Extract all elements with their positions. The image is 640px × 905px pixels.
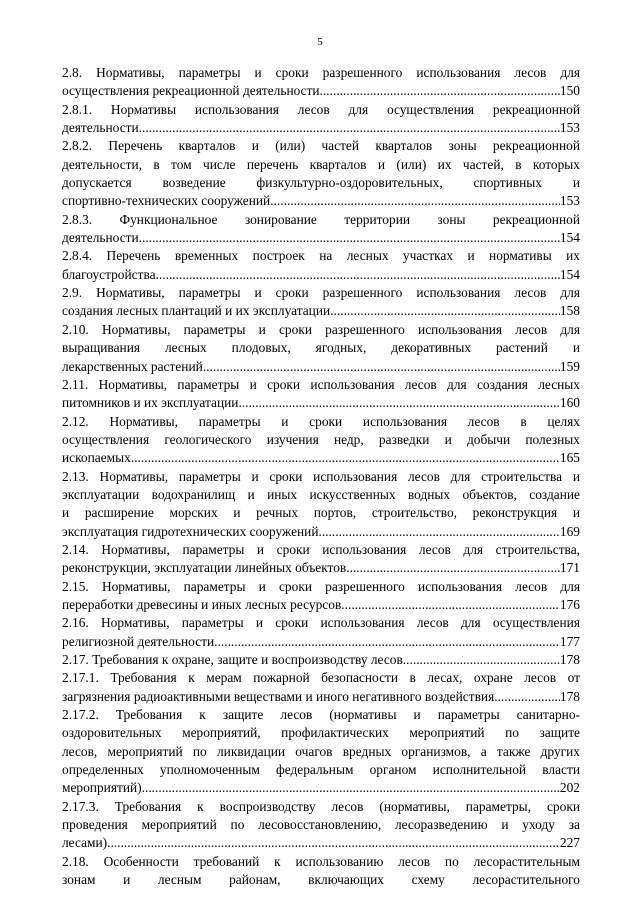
toc-entry-last-line [62,834,580,852]
toc-entry-last-line [62,523,580,541]
toc-entry[interactable] [62,669,580,706]
toc-entry-last-line [62,651,580,669]
toc-entry-line: осуществления геологического изучения недр, разведки и добычи полезных [62,431,580,447]
toc-entry-last-line [62,358,580,376]
toc-page-number: 177 [559,633,580,649]
toc-page-number: 178 [559,688,580,704]
toc-entry-last-line [62,559,580,577]
toc-entry-last-line [62,394,580,412]
toc-entry-last-line [62,302,580,320]
dot-leader [270,192,560,210]
toc-entry-title-end: спортивно-технических сооружений [62,193,271,209]
toc-page-number: 178 [559,652,580,667]
toc-page-number: 153 [559,120,580,136]
toc-entry[interactable] [62,614,580,651]
toc-entry-line: 2.9. Нормативы, параметры и сроки разрешенного использования лесов для [62,285,580,301]
dot-leader [156,266,560,284]
toc-entry-line: лесов, мероприятий по ликвидации очагов вредных организмов, а также других [62,743,580,759]
toc-entry-line: 2.12. Нормативы, параметры и сроки использования лесов в целях [62,413,580,429]
toc-entry-last-line [62,596,580,614]
dot-leader [330,302,560,320]
toc-entry[interactable] [62,137,580,210]
toc-page-number: 171 [559,560,580,576]
toc-entry-line: 2.15. Нормативы, параметры и сроки разрешенного использования лесов для [62,578,580,594]
page-number: 5 [317,36,323,48]
toc-page-number: 227 [559,835,580,851]
toc-entry-last-line [62,779,580,797]
toc-page-number: 160 [559,395,580,411]
toc-entry-line: выращивания лесных плодовых, ягодных, декоративных растений и [62,340,580,356]
toc-entry-title-end: благоустройства [62,266,156,282]
toc-entry-line: и расширение морских и речных портов, строительство, реконструкция и [62,505,580,521]
toc-entry-title-end: мероприятий) [62,780,142,796]
toc-entry[interactable] [62,468,580,541]
dot-leader [403,651,560,669]
toc-entry[interactable] [62,101,580,138]
toc-page-number: 165 [559,450,580,466]
toc-entry-line: 2.17.2. Требования к защите лесов (нормативы и параметры санитарно- [62,707,580,723]
toc-entry-title-end: религиозной деятельности [62,633,215,649]
toc-entry-line: 2.17.1. Требования к мерам пожарной безопасности в лесах, охране лесов от [62,670,580,686]
toc-entry-line: деятельности, в том числе перечень кварталов и (или) их частей, в которых [62,156,580,172]
toc-entry-last-line [62,119,580,137]
toc-entry-line: эксплуатации водохранилищ и иных искусственных водных объектов, создание [62,486,580,502]
toc-page-number: 154 [559,266,580,282]
toc-entry-line: 2.18. Особенности требований к использованию лесов по лесорастительным [62,853,580,869]
toc-entry-line: 2.8.3. Функциональное зонирование территории зоны рекреационной [62,211,580,227]
toc-entry-line: оздоровительных мероприятий, профилактических мероприятий по защите [62,725,580,741]
table-of-contents [62,64,580,889]
toc-page-number: 158 [559,303,580,319]
toc-entry-line: 2.8.1. Нормативы использования лесов для осуществления рекреационной [62,101,580,117]
toc-entry-line: 2.8.2. Перечень кварталов и (или) частей кварталов зоны рекреационной [62,138,580,154]
toc-entry[interactable] [62,706,580,798]
dot-leader [238,394,559,412]
dot-leader [203,358,560,376]
dot-leader [139,119,560,137]
toc-entry-title-end: ископаемых [62,450,131,466]
toc-page-number: 176 [559,596,580,612]
toc-entry-line: 2.14. Нормативы, параметры и сроки использования лесов для строительства, [62,541,580,557]
toc-page-number: 150 [559,83,580,99]
toc-entry-title-end: 2.17. Требования к охране, защите и воспроизводству лесов [62,652,403,667]
dot-leader [107,834,560,852]
toc-entry[interactable] [62,64,580,101]
toc-page-number: 153 [559,193,580,209]
toc-entry-line: 2.16. Нормативы, параметры и сроки использования лесов для осуществления [62,615,580,631]
toc-page-number: 154 [559,230,580,246]
dot-leader [214,633,560,651]
toc-entry-title-end: лесами) [62,835,108,851]
toc-entry-line: 2.11. Нормативы, параметры и сроки использования лесов для создания лесных [62,376,580,392]
toc-entry[interactable] [62,413,580,468]
toc-entry-last-line [62,449,580,467]
toc-entry-line: зонам и лесным районам, включающих схему лесорастительного [62,872,580,888]
toc-entry[interactable] [62,578,580,615]
toc-entry[interactable] [62,798,580,853]
toc-entry-title-end: эксплуатация гидротехнических сооружений [62,523,319,539]
toc-entry-last-line [62,192,580,210]
toc-entry-title-end: деятельности [62,120,139,136]
toc-entry-last-line [62,633,580,651]
dot-leader [142,779,560,797]
toc-entry-last-line [62,82,580,100]
toc-entry-line: 2.10. Нормативы, параметры и сроки разрешенного использования лесов для [62,321,580,337]
dot-leader [320,82,560,100]
toc-entry[interactable] [62,541,580,578]
toc-entry[interactable] [62,376,580,413]
toc-entry-title-end: переработки древесины и иных лесных ресурсов [62,596,342,612]
dot-leader [319,523,560,541]
toc-page-number: 169 [559,523,580,539]
toc-entry-title-end: осуществления рекреационной деятельности [62,83,320,99]
toc-entry-title-end: деятельности [62,230,139,246]
dot-leader [346,559,560,577]
toc-entry-line: допускается возведение физкультурно-оздоровительных, спортивных и [62,175,580,191]
toc-entry-line: проведения мероприятий по лесовосстановлению, лесоразведению и уходу за [62,817,580,833]
toc-entry[interactable] [62,321,580,376]
toc-entry[interactable] [62,284,580,321]
toc-entry-title-end: создания лесных плантаций и их эксплуатации [62,303,331,319]
toc-entry-title-end: реконструкции, эксплуатации линейных объектов [62,560,347,576]
dot-leader [341,596,560,614]
toc-entry[interactable] [62,247,580,284]
toc-entry-line: 2.13. Нормативы, параметры и сроки использования лесов для строительства и [62,468,580,484]
toc-entry-last-line [62,688,580,706]
toc-entry[interactable] [62,853,580,890]
toc-entry-line: 2.17.3. Требования к воспроизводству лесов (нормативы, параметры, сроки [62,798,580,814]
toc-entry-line: 2.8. Нормативы, параметры и сроки разрешенного использования лесов для [62,65,580,80]
dot-leader [131,449,560,467]
toc-entry-title-end: лекарственных растений [62,358,203,374]
toc-entry-line: определенных уполномоченным федеральным органом исполнительной власти [62,762,580,778]
toc-entry-last-line [62,229,580,247]
toc-entry[interactable] [62,211,580,248]
toc-page-number: 202 [559,780,580,796]
dot-leader [494,688,560,706]
toc-entry-line: 2.8.4. Перечень временных построек на лесных участках и нормативы их [62,248,580,264]
toc-page-number: 159 [559,358,580,374]
dot-leader [139,229,560,247]
toc-entry-last-line [62,266,580,284]
toc-entry-title-end: питомников и их эксплуатации [62,395,239,411]
toc-entry-title-end: загрязнения радиоактивными веществами и иного негативного воздействия [62,688,495,704]
toc-entry[interactable] [62,651,580,669]
